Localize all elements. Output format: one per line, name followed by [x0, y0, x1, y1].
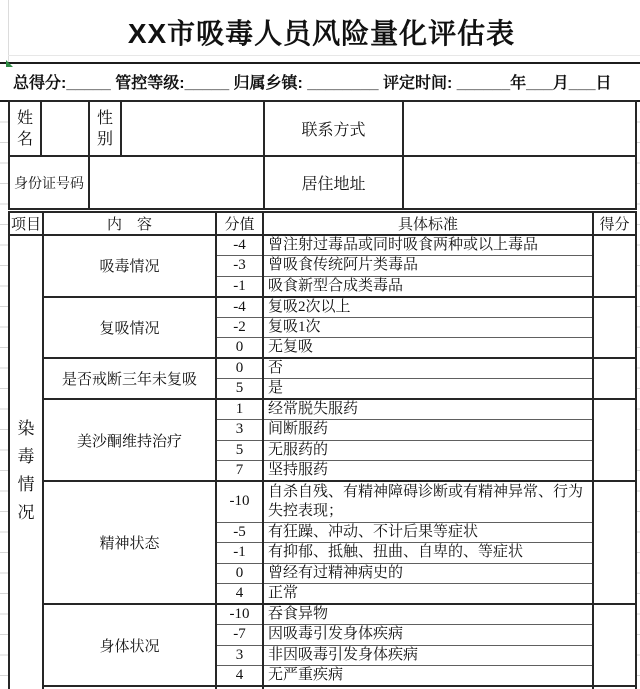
name-label: 姓名 — [9, 101, 41, 156]
score-value: 0 — [216, 358, 263, 379]
score-value: 7 — [216, 461, 263, 482]
criteria-text: 吞食异物 — [263, 604, 593, 625]
criteria-text: 曾注射过毒品或同时吸食两种或以上毒品 — [263, 235, 593, 256]
assessment-table — [8, 211, 637, 689]
contact-label: 联系方式 — [264, 101, 403, 156]
excel-gridline-strip-left — [0, 102, 8, 689]
score-value: 0 — [216, 338, 263, 359]
criteria-text: 无服药的 — [263, 440, 593, 461]
criteria-text: 自杀自残、有精神障碍诊断或有精神异常、行为失控表现； — [263, 481, 593, 522]
criteria-text: 无严重疾病 — [263, 666, 593, 687]
criteria-text: 间断服药 — [263, 420, 593, 441]
score-value: 0 — [216, 563, 263, 584]
points-input-cell[interactable] — [593, 235, 636, 297]
form-title: XX市吸毒人员风险量化评估表 — [127, 18, 516, 49]
category-vertical-label: 染毒情况 — [17, 418, 35, 522]
criteria-text: 否 — [263, 358, 593, 379]
score-value: -1 — [216, 276, 263, 297]
address-value-cell[interactable] — [403, 156, 636, 209]
score-value: -10 — [216, 604, 263, 625]
score-value: 4 — [216, 584, 263, 605]
criteria-text: 有狂躁、冲动、不计后果等症状 — [263, 522, 593, 543]
content-group-label: 美沙酮维持治疗 — [43, 399, 216, 481]
table-row — [9, 297, 636, 318]
score-value: 4 — [216, 666, 263, 687]
score-value: -1 — [216, 543, 263, 564]
criteria-text: 复吸1次 — [263, 317, 593, 338]
table-row — [9, 358, 636, 379]
criteria-text: 有抑郁、抵触、扭曲、自卑的、等症状 — [263, 543, 593, 564]
points-input-cell[interactable] — [593, 481, 636, 604]
criteria-text: 非因吸毒引发身体疾病 — [263, 645, 593, 666]
criteria-text: 正常 — [263, 584, 593, 605]
gender-value-cell[interactable] — [121, 101, 264, 156]
points-input-cell[interactable] — [593, 604, 636, 686]
score-value: -5 — [216, 522, 263, 543]
score-value: 1 — [216, 399, 263, 420]
header-points: 得分 — [593, 212, 636, 235]
score-value: 3 — [216, 420, 263, 441]
content-group-label: 是否戒断三年未复吸 — [43, 358, 216, 399]
score-value: 3 — [216, 645, 263, 666]
criteria-text: 无复吸 — [263, 338, 593, 359]
points-input-cell[interactable] — [593, 399, 636, 481]
content-group-label: 身体状况 — [43, 604, 216, 686]
criteria-text: 吸食新型合成类毒品 — [263, 276, 593, 297]
criteria-text: 曾吸食传统阿片类毒品 — [263, 256, 593, 277]
personal-info-table — [8, 100, 637, 210]
table-row — [9, 481, 636, 522]
info-row-1 — [9, 101, 636, 156]
table-header-row — [9, 212, 636, 235]
category-cell — [9, 235, 43, 689]
header-item: 项目 — [9, 212, 43, 235]
content-group-label: 吸毒情况 — [43, 235, 216, 297]
points-input-cell[interactable] — [593, 297, 636, 359]
table-row — [9, 235, 636, 256]
content-group-label: 精神状态 — [43, 481, 216, 604]
criteria-text: 经常脱失服药 — [263, 399, 593, 420]
address-label: 居住地址 — [264, 156, 403, 209]
score-value: -2 — [216, 317, 263, 338]
criteria-text: 复吸2次以上 — [263, 297, 593, 318]
criteria-text: 坚持服药 — [263, 461, 593, 482]
name-value-cell[interactable] — [41, 101, 89, 156]
gridline-horizontal — [8, 55, 640, 56]
score-value: 5 — [216, 379, 263, 400]
table-row — [9, 604, 636, 625]
id-number-value-cell[interactable] — [89, 156, 264, 209]
id-number-label: 身份证号码 — [9, 156, 89, 209]
contact-value-cell[interactable] — [403, 101, 636, 156]
header-content: 内 容 — [43, 212, 216, 235]
score-value: 5 — [216, 440, 263, 461]
criteria-text: 曾经有过精神病史的 — [263, 563, 593, 584]
header-score: 分值 — [216, 212, 263, 235]
score-value: -3 — [216, 256, 263, 277]
info-row-2 — [9, 156, 636, 209]
content-group-label: 复吸情况 — [43, 297, 216, 359]
criteria-text: 是 — [263, 379, 593, 400]
score-value: -7 — [216, 625, 263, 646]
header-criteria: 具体标准 — [263, 212, 593, 235]
table-row — [9, 399, 636, 420]
score-value: -4 — [216, 297, 263, 318]
summary-line: 总得分:_____ 管控等级:_____ 归属乡镇: ________ 评定时间: ______年___月___日 — [13, 75, 612, 92]
points-input-cell[interactable] — [593, 358, 636, 399]
criteria-text: 因吸毒引发身体疾病 — [263, 625, 593, 646]
score-value: -10 — [216, 481, 263, 522]
gender-label: 性别 — [89, 101, 121, 156]
score-value: -4 — [216, 235, 263, 256]
